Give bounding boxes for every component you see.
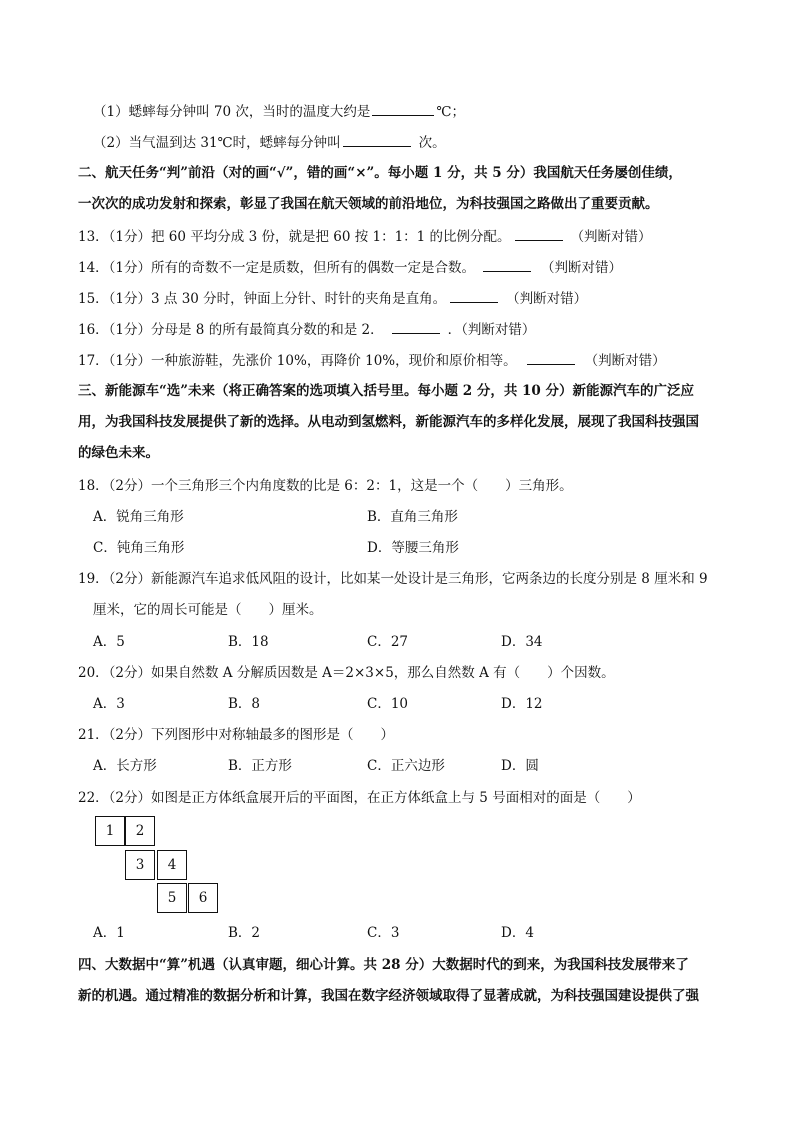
question-18: 18．（2分）一个三角形三个内角度数的比是 6：2：1，这是一个（ ）三角形。 <box>78 478 573 494</box>
section-2-intro: 一次次的成功发射和探索，彰显了我国在航天领域的前沿地位，为科技强国之路做出了重要贡献。 <box>78 196 659 212</box>
question-14 <box>78 257 622 277</box>
net-face-4: 4 <box>157 850 187 880</box>
net-face-6: 6 <box>188 883 218 913</box>
option-d[interactable]: D．34 <box>501 634 543 650</box>
option-a[interactable]: A．1 <box>93 925 125 941</box>
answer-blank[interactable] <box>392 319 440 334</box>
option-c[interactable]: C．10 <box>367 696 409 712</box>
judge-tag: （判断对错） <box>584 353 666 369</box>
option-c[interactable]: C．27 <box>367 634 409 650</box>
option-d[interactable]: D．4 <box>501 925 534 941</box>
option-a[interactable]: A．锐角三角形 <box>93 509 184 525</box>
option-b[interactable]: B．8 <box>228 696 261 712</box>
option-c[interactable]: C．正六边形 <box>367 758 445 774</box>
option-b[interactable]: B．直角三角形 <box>367 509 458 525</box>
net-face-1: 1 <box>95 816 125 846</box>
answer-blank[interactable] <box>527 350 575 365</box>
answer-blank[interactable] <box>343 132 411 147</box>
sub-item-2 <box>93 132 446 152</box>
sub-item-1 <box>93 101 465 121</box>
answer-blank[interactable] <box>450 288 498 303</box>
question-20: 20．（2分）如果自然数 A 分解质因数是 A＝2×3×5，那么自然数 A 有（ ）个因数。 <box>78 665 615 681</box>
sub-item-2-unit: 次。 <box>418 135 446 151</box>
sub-item-1-text: （1）蟋蟀每分钟叫 70 次，当时的温度大约是 <box>93 104 371 120</box>
question-19: 19．（2分）新能源汽车追求低风阻的设计，比如某一处设计是三角形，它两条边的长度分别是 8 厘米和 9 <box>78 571 708 587</box>
sub-item-2-text: （2）当气温到达 31℃时，蟋蟀每分钟叫 <box>93 135 341 151</box>
question-19-continued: 厘米，它的周长可能是（ ）厘米。 <box>93 602 323 618</box>
question-15 <box>78 288 587 308</box>
judge-tag: ．（判断对错） <box>447 322 536 338</box>
answer-blank[interactable] <box>483 257 531 272</box>
section-3-intro-line-3: 的绿色未来。 <box>78 445 159 461</box>
net-face-5: 5 <box>157 883 187 913</box>
option-d[interactable]: D．圆 <box>501 758 539 774</box>
option-d[interactable]: D．等腰三角形 <box>367 540 459 556</box>
section-4-intro: 新的机遇。通过精准的数据分析和计算，我国在数字经济领域取得了显著成就，为科技强国建设提供了强 <box>78 988 699 1004</box>
question-text: 15．（1分）3 点 30 分时，钟面上分针、时针的夹角是直角。 <box>78 291 447 307</box>
option-c[interactable]: C．钝角三角形 <box>93 540 185 556</box>
option-b[interactable]: B．2 <box>228 925 261 941</box>
judge-tag: （判断对错） <box>506 291 588 307</box>
question-22: 22．（2分）如图是正方体纸盒展开后的平面图，在正方体纸盒上与 5 号面相对的面是（ ） <box>78 790 641 806</box>
question-text: 13．（1分）把 60 平均分成 3 份，就是把 60 按 1：1：1 的比例分配。 <box>78 229 511 245</box>
option-b[interactable]: B．18 <box>228 634 269 650</box>
section-3-intro-line-2: 用，为我国科技发展提供了新的选择。从电动到氢燃料，新能源汽车的多样化发展，展现了我国科技强国 <box>78 414 699 430</box>
question-16 <box>78 319 535 339</box>
option-b[interactable]: B．正方形 <box>228 758 292 774</box>
section-4-heading: 四、大数据中“算”机遇（认真审题，细心计算。共 28 分）大数据时代的到来，为我国科技发展带来了 <box>78 957 689 973</box>
question-text: 16．（1分）分母是 8 的所有最简真分数的和是 2． <box>78 322 384 338</box>
judge-tag: （判断对错） <box>541 260 623 276</box>
question-21: 21．（2分）下列图形中对称轴最多的图形是（ ） <box>78 727 395 743</box>
question-17 <box>78 350 666 370</box>
question-text: 14．（1分）所有的奇数不一定是质数，但所有的偶数一定是合数。 <box>78 260 476 276</box>
question-text: 17．（1分）一种旅游鞋，先涨价 10%，再降价 10%，现价和原价相等。 <box>78 353 517 369</box>
option-d[interactable]: D．12 <box>501 696 543 712</box>
sub-item-1-unit: ℃； <box>436 104 465 120</box>
answer-blank[interactable] <box>515 226 563 241</box>
answer-blank[interactable] <box>372 101 434 116</box>
option-a[interactable]: A．3 <box>93 696 125 712</box>
section-2-heading: 二、航天任务“判”前沿（对的画“√”，错的画“×”。每小题 1 分，共 5 分）我国航天任务屡创佳绩， <box>78 165 682 181</box>
judge-tag: （判断对错） <box>570 229 652 245</box>
section-3-heading: 三、新能源车“选”未来（将正确答案的选项填入括号里。每小题 2 分，共 10 分）新能源汽车的广泛应 <box>78 383 695 399</box>
net-face-2: 2 <box>125 816 155 846</box>
net-face-3: 3 <box>125 850 155 880</box>
question-13 <box>78 226 652 246</box>
option-c[interactable]: C．3 <box>367 925 400 941</box>
option-a[interactable]: A．长方形 <box>93 758 157 774</box>
option-a[interactable]: A．5 <box>93 634 125 650</box>
